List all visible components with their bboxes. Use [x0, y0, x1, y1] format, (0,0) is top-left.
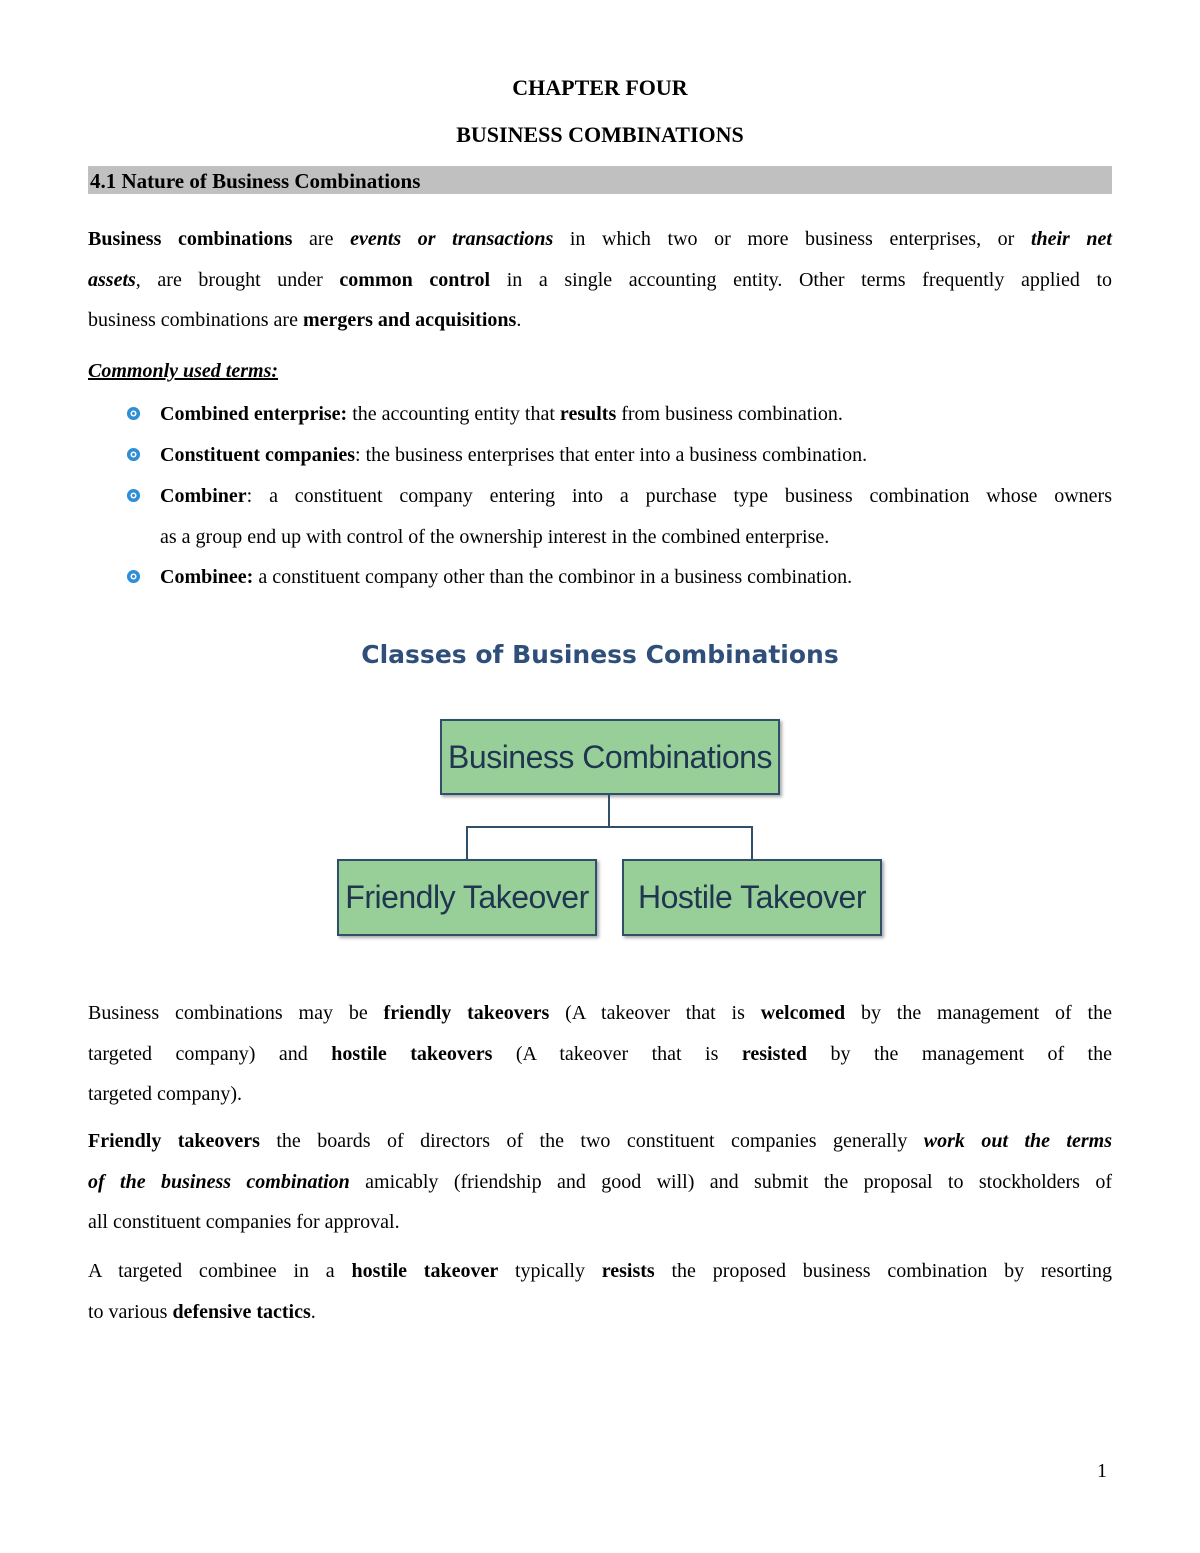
term-emphasis: work out the terms — [923, 1130, 1112, 1152]
connector-line — [466, 826, 753, 828]
text: , are brought under — [135, 268, 340, 291]
text: are — [292, 228, 351, 250]
text: : the business enterprises that enter into a business combination. — [355, 444, 868, 466]
term-name: Combinee: — [160, 566, 254, 588]
term-item-constituent-companies — [126, 435, 1112, 476]
term-bold: hostile takeover — [351, 1260, 499, 1282]
term-bold: mergers and acquisitions — [302, 309, 517, 331]
term-bold: friendly takeovers — [383, 1002, 550, 1024]
diagram-box-friendly: Friendly Takeover — [337, 859, 597, 936]
text: : a constituent company entering into a purchase type business combination whose owners — [246, 485, 1112, 507]
text: typically — [498, 1260, 602, 1282]
intro-line-3 — [88, 300, 1112, 341]
term-emphasis: assets — [88, 268, 136, 291]
term-bold: hostile takeovers — [331, 1042, 493, 1065]
text: a constituent company other than the combinor in a business combination. — [253, 566, 853, 588]
term-name: Constituent companies — [160, 444, 356, 466]
chapter-title: BUSINESS COMBINATIONS — [456, 122, 744, 147]
intro-line-1 — [88, 219, 1112, 260]
text: targeted company). — [88, 1083, 243, 1105]
term-bold: common control — [339, 268, 491, 291]
diagram-box-hostile: Hostile Takeover — [622, 859, 882, 936]
gear-bullet-icon — [126, 488, 141, 503]
text: targeted company) and — [88, 1042, 332, 1065]
connector-line — [608, 795, 610, 827]
paragraph-friendly-takeovers — [88, 1121, 1112, 1243]
diagram-title: Classes of Business Combinations — [361, 640, 839, 669]
term-item-combiner — [126, 476, 1112, 557]
connector-line — [751, 826, 753, 860]
text: (A takeover that is — [492, 1042, 742, 1065]
term-bold: Friendly takeovers — [88, 1130, 260, 1152]
term-bold: Business combinations — [88, 228, 293, 250]
term-name: Combiner — [160, 485, 247, 507]
text: Business combinations may be — [88, 1002, 384, 1024]
text: in which two or more business enterprises, or — [553, 228, 1031, 250]
term-emphasis: of the business combination — [88, 1170, 350, 1193]
text: from business combination. — [616, 403, 843, 425]
text: in a single accounting entity. Other terms frequently applied to — [490, 268, 1113, 291]
terms-heading: Commonly used terms: — [88, 360, 279, 382]
gear-bullet-icon — [126, 447, 141, 462]
text: A targeted combinee in a — [88, 1260, 352, 1282]
text: the boards of directors of the two constituent companies generally — [259, 1130, 924, 1152]
connector-line — [466, 826, 468, 860]
text: as a group end up with control of the ownership interest in the combined enterprise. — [160, 525, 830, 548]
term-bold: resists — [601, 1260, 655, 1282]
text: by the management of the — [845, 1002, 1112, 1024]
text: business combinations are — [88, 309, 303, 331]
paragraph-hostile-takeover — [88, 1251, 1112, 1332]
paragraph-takeover-types — [88, 993, 1112, 1115]
text: by the management of the — [807, 1042, 1112, 1065]
chapter-label: CHAPTER FOUR — [512, 75, 688, 100]
term-bold: defensive tactics — [172, 1300, 311, 1323]
intro-paragraph — [88, 219, 1112, 341]
gear-bullet-icon — [126, 406, 141, 421]
diagram-root-box: Business Combinations — [440, 719, 780, 795]
term-emphasis: their net — [1030, 228, 1112, 250]
text: the proposed business combination by resorting — [654, 1260, 1112, 1282]
section-heading: 4.1 Nature of Business Combinations — [90, 169, 421, 193]
term-item-combinee — [126, 557, 1112, 598]
intro-line-2 — [88, 260, 1112, 301]
term-bold: welcomed — [760, 1002, 846, 1024]
text: (A takeover that is — [549, 1002, 761, 1024]
term-name: Combined enterprise: — [160, 403, 348, 425]
term-bold: results — [559, 403, 617, 425]
text: . — [310, 1300, 316, 1323]
term-item-combined-enterprise — [126, 394, 1112, 435]
text: all constituent companies for approval. — [88, 1211, 400, 1233]
text: the accounting entity that — [347, 403, 560, 425]
gear-bullet-icon — [126, 569, 141, 584]
text: . — [516, 309, 522, 331]
text: to various — [88, 1300, 173, 1323]
page-number: 1 — [1097, 1460, 1107, 1482]
term-emphasis: events or transactions — [350, 228, 554, 250]
text: amicably (friendship and good will) and submit the proposal to stockholders of — [349, 1170, 1112, 1193]
term-bold: resisted — [741, 1042, 808, 1065]
